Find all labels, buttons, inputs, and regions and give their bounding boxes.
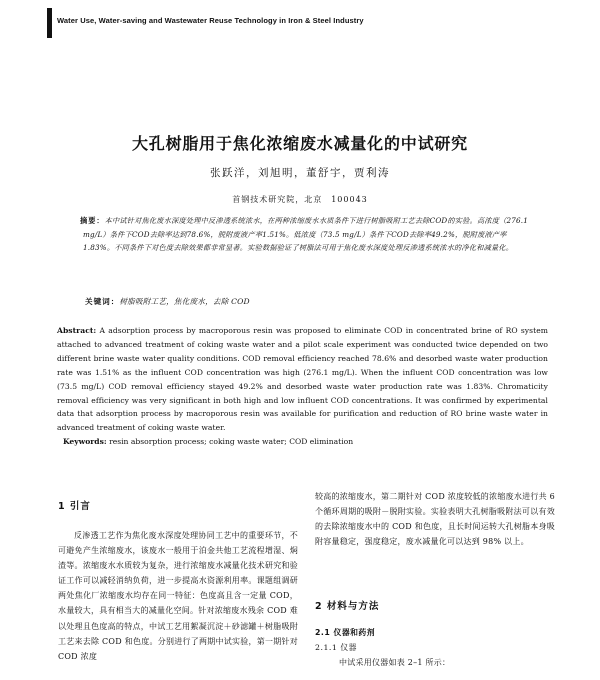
english-keywords-text: resin absorption process; coking waste water; COD elimination [109, 437, 354, 446]
paper-title: 大孔树脂用于焦化浓缩废水减量化的中试研究 [131, 134, 468, 153]
introduction-paragraph: 反渗透工艺作为焦化废水深度处理协同工艺中的重要环节，不可避免产生浓缩废水，该废水一般用于泊金共他工艺流程增湿、焖渣等。浓缩废水水质较为复杂，进行浓缩废水减量化技术研究和验证工作可以减轻消纳负荷，进一步提高水资源利用率。课题组调研两处焦化厂浓缩废水均存在同一特征：色度高且含一定量 COD，水量较大，具有相当大的减量化空间。针对浓缩废水残余 COD 难以处理且色度高的特点，中试工艺用絮凝沉淀＋砂滤罐＋树脂吸附工艺来去除 COD 和色度。分别进行了两期中试实验，第一期针对 COD 浓度 [58, 531, 298, 661]
authors: 张跃洋，刘旭明，董舒宇，贾利涛 [210, 167, 390, 179]
chinese-abstract-label: 摘要： [80, 216, 105, 225]
header-bar [47, 8, 52, 38]
subsection-heading-instruments-reagents: 2.1 仪器和药剂 [315, 628, 376, 637]
subsubsection-heading-instruments: 2.1.1 仪器 [315, 643, 357, 652]
chinese-abstract [80, 214, 537, 255]
journal-header: Water Use, Water-saving and Wastewater Reuse Technology in Iron & Steel Industry [57, 16, 364, 25]
english-abstract [57, 324, 548, 435]
chinese-keywords-label: 关键词： [85, 297, 120, 306]
section-heading-introduction: 1 引言 [58, 501, 91, 512]
chinese-keywords-text: 树脂吸附工艺，焦化废水，去除 COD [119, 297, 250, 306]
affiliation: 首钢技术研究院，北京 100043 [232, 195, 368, 204]
english-keywords [63, 437, 353, 446]
chinese-keywords [85, 296, 250, 307]
english-abstract-text: A adsorption process by macroporous resin was proposed to eliminate COD in concentrated brine of RO system attached to advanced treatment of coking waste water and a pilot scale experiment was conducted twice depended on two different brine waste water quality conditions. COD removal efficiency reached 78.6% and desorbed waste water production rate was 1.51% as the influent COD concentration was high (276.1 mg/L). When the influent COD concentration was low (73.5 mg/L) COD removal efficiency stayed 49.2% and desorbed waste water production rate was 1.83%. Chromaticity removal efficiency was very significant in both high and low influent COD concentrations. It was confirmed by experimental data that adsorption process by macroporous resin was available for purification and reduction of RO brine waste water in advanced treatment of coking waste water. [57, 326, 548, 433]
chinese-abstract-text: 本中试针对焦化废水深度处理中反渗透系统浓水，在两种浓缩废水水质条件下进行树脂吸附工艺去除COD的实验。高浓度（276.1 mg/L）条件下COD去除率达到78.6%，脱附废液产率1.51%。低浓度（73.5 mg/L）条件下COD去除率49.2%，脱附废液产率1.83%。不同条件下对色度去除效果都非常显著。实验数据验证了树脂法可用于焦化废水深度处理反渗透系统浓水的净化和减量化。 [83, 216, 529, 252]
table-reference-sentence: 中试采用仪器如表 2–1 所示： [339, 658, 451, 667]
right-column-paragraph: 较高的浓缩废水，第二期针对 COD 浓度较低的浓缩废水进行共 6 个循环周期的吸附－脱附实验。实验表明大孔树脂吸附法可以有效的去除浓缩废水中的 COD 和色度，且长时间运转大孔树脂本身吸附容量稳定，强度稳定，废水减量化可以达到 98% 以上。 [315, 492, 555, 547]
english-keywords-label: Keywords: [63, 437, 107, 446]
section-heading-materials: 2 材料与方法 [315, 601, 380, 612]
english-abstract-label: Abstract: [57, 326, 97, 335]
